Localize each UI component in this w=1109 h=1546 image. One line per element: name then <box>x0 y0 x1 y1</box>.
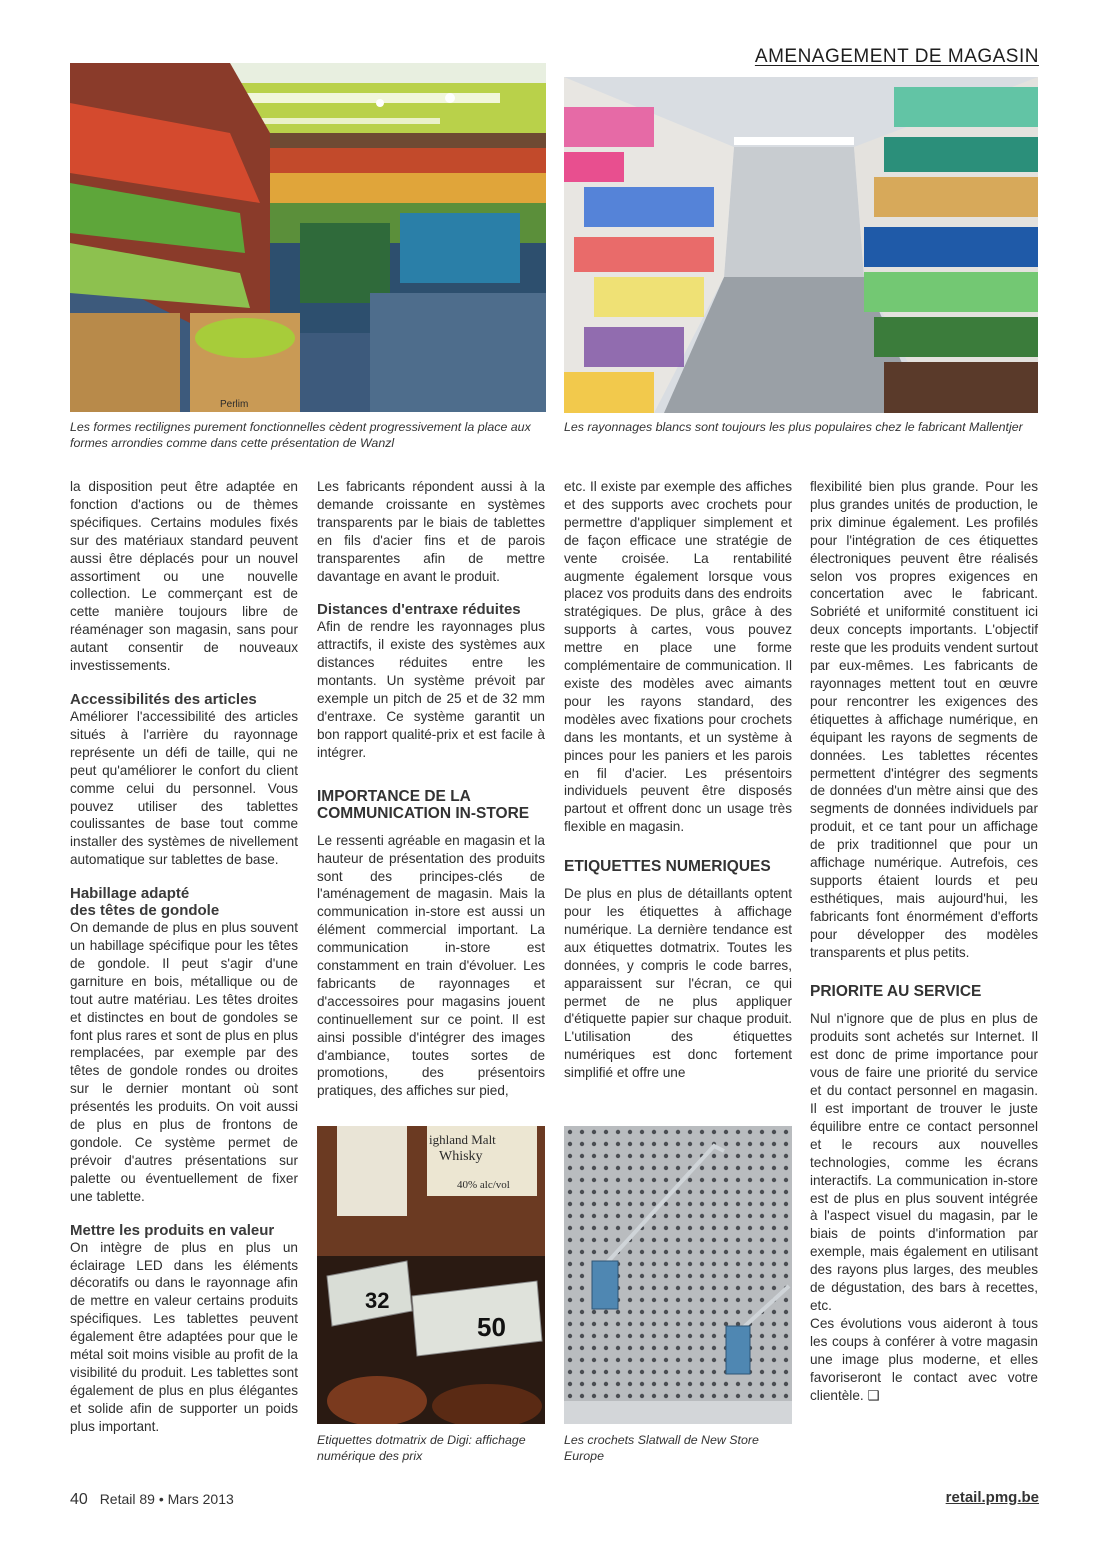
box-label-perlim: Perlim <box>220 399 249 410</box>
heading-priorite-service: PRIORITE AU SERVICE <box>810 983 982 1001</box>
whisky-label-text-1: ighland Malt <box>429 1132 496 1147</box>
section-title: AMENAGEMENT DE MAGASIN <box>754 46 1039 67</box>
paragraph: Améliorer l'accessibilité des articles situés à l'arrière du rayonnage représente un défi de taille, qui ne peut qu'améliorer le confort du client comme celui du personnel. Vous pouvez utiliser des tablettes coulissantes de base tout comme installer des systèmes de nivellement automatique sur tablettes de base. <box>70 708 298 868</box>
price-label-1: 32 <box>365 1288 390 1313</box>
produce-section-photo <box>70 63 546 412</box>
end-of-article-mark: ❑ <box>867 1387 880 1403</box>
slatwall-hooks-photo <box>564 1126 792 1424</box>
aisle-photo-caption: Les rayonnages blancs sont toujours les plus populaires chez le fabricant Mallentjer <box>564 420 1023 434</box>
paragraph: On demande de plus en plus souvent un habillage spécifique pour les têtes de gondole. Il peut s'agir d'une garniture en bois, métallique ou de tout autre matériau. Les têtes droites et distinctes en bout de gondoles se font plus rares et sont de plus en plus remplacées, par exemple par des têtes de gondole rondes ou droites sur le dernier montant où sont présentés les produits. On voit aussi de plus en plus de frontons de gondole. Ce système permet de prévoir d'autres présentations sur palette ou éventuellement de fixer une tablette. <box>70 920 298 1204</box>
paragraph: la disposition peut être adaptée en fonction d'actions ou de thèmes spécifiques. Certains modules fixés sur des matériaux standard peuvent aussi être déplacés pour un nouvel assortiment ou une nouvelle collection. Le commerçant est de cette manière toujours libre de réaménager son magasin, sans pour autant consentir de nouveaux investissements. <box>70 479 298 674</box>
produce-photo-caption: Les formes rectilignes purement fonctionnelles cèdent progressivement la place aux formes arrondies comme dans cette présentation de Wanzl <box>70 420 531 450</box>
slatwall-photo-caption: Les crochets Slatwall de New Store Europe <box>564 1433 759 1463</box>
heading-accessibilites: Accessibilités des articles <box>70 690 257 708</box>
issue-label: Retail 89 • Mars 2013 <box>99 1491 234 1507</box>
whisky-label-text-3: 40% alc/vol <box>457 1179 510 1191</box>
heading-mettre-en-valeur: Mettre les produits en valeur <box>70 1221 275 1239</box>
heading-comm-line-2: COMMUNICATION IN-STORE <box>317 804 530 822</box>
heading-comm-line-1: IMPORTANCE DE LA <box>317 787 471 805</box>
article-column-2 <box>317 478 545 1100</box>
paragraph-closing <box>810 1315 1038 1405</box>
page-number: 40 <box>70 1491 88 1508</box>
price-label-2: 50 <box>477 1312 506 1342</box>
paragraph: Le ressenti agréable en magasin et la hauteur de présentation des produits sont des principes-clés de l'aménagement de magasin. Mais la communication in-store est aussi un élément commercial important. La communication in-store est constamment en train d'évoluer. Les fabricants de rayonnages et d'accessoires pour magasins jouent continuellement sur ce point. Il est ainsi possible d'intégrer des images d'ambiance, toutes sortes de promotions, des présentoirs pratiques, des affiches sur pied, <box>317 832 545 1099</box>
heading-habillage <box>70 885 298 919</box>
heading-habillage-line-1: Habillage adapté <box>70 885 190 903</box>
footer-issue-info <box>70 1491 234 1509</box>
paragraph: On intègre de plus en plus un éclairage LED dans les éléments décoratifs ou dans le rayonnage afin de mettre en valeur certains produits spécifiques. Les tablettes peuvent également être adaptées pour que le métal soit moins visible au profit de la visibilité du produit. Les tablettes sont également de plus en plus élégantes et solide afin de supporter un poids plus important. <box>70 1239 298 1434</box>
article-column-1 <box>70 478 298 1436</box>
heading-communication-in-store <box>317 788 545 822</box>
website-link[interactable]: retail.pmg.be <box>945 1489 1039 1506</box>
heading-etiquettes-numeriques: ETIQUETTES NUMERIQUES <box>564 858 771 876</box>
paragraph: flexibilité bien plus grande. Pour les plus grandes unités de production, le prix diminue également. Les profilés pour l'intégration de ces étiquettes électroniques peuvent être réalisés selon vos propres exigences en concertation avec le fabricant. Sobriété et uniformité constituent ici deux concepts importants. L'objectif reste que les produits vendent surtout par eux-mêmes. Les fabricants de rayonnages mettent tout en œuvre pour rencontrer les exigences des étiquettes à affichage numérique, en équipant les rayons de segments de données. Les tablettes récentes permettent d'intégrer des segments de données d'un mètre ainsi que des segments de données individuels par produit, et ce tant pour un affichage de prix traditionnel que pour un affichage numérique. Autrefois, ces supports étaient lourds et peu esthétiques, mais aujourd'hui, les fabricants font énormément d'efforts pour développer des modèles transparents et plus petits. <box>810 479 1038 960</box>
dotmatrix-photo-caption: Etiquettes dotmatrix de Digi: affichage numérique des prix <box>317 1433 526 1463</box>
closing-text: Ces évolutions vous aideront à tous les coups à conférer à votre magasin une image plus moderne, et elles favoriseront le contact avec votre clientèle. <box>810 1315 1038 1403</box>
paragraph: Les fabricants répondent aussi à la demande croissante en systèmes transparents par le biais de tablettes en fils d'acier fins et de parois transparentes afin de mettre davantage en avant le produit. <box>317 479 545 584</box>
paragraph: etc. Il existe par exemple des affiches et des supports avec crochets pour permettre d'appliquer simplement et de façon efficace une stratégie de vente croisée. La rentabilité augmente également lorsque vous placez vos produits dans des endroits stratégiques. De plus, grâce à des supports à cartes, vous pouvez mettre en place une forme complémentaire de communication. Il existe des modèles avec aimants pour les rayons standard, des modèles avec fixations pour crochets dans les montants, et un système à pinces pour les paniers et les parois en fil d'acier. Les présentoirs individuels peuvent être disposés partout et offrent donc un usage très flexible en magasin. <box>564 479 792 835</box>
article-column-3 <box>564 478 792 1082</box>
paragraph: De plus en plus de détaillants optent pour les étiquettes à affichage numérique. La dernière tendance est aux étiquettes dotmatrix. Toutes les données, y compris le code barres, apparaissent sur l'écran, ce qui permet de ne plus appliquer d'étiquette papier sur chaque produit. L'utilisation des étiquettes numériques est donc fortement simplifié et offre une <box>564 886 792 1081</box>
white-shelving-aisle-photo <box>564 77 1038 413</box>
heading-habillage-line-2: des têtes de gondole <box>70 902 220 920</box>
article-column-4 <box>810 478 1038 1404</box>
dotmatrix-labels-photo <box>317 1126 545 1424</box>
heading-distances: Distances d'entraxe réduites <box>317 601 521 619</box>
paragraph: Afin de rendre les rayonnages plus attractifs, il existe des systèmes aux distances réduites entre les montants. Un système prévoit par exemple un pitch de 25 et de 32 mm d'entraxe. Ce système garantit un bon rapport qualité-prix et est facile à intégrer. <box>317 619 545 760</box>
paragraph: Nul n'ignore que de plus en plus de produits sont achetés sur Internet. Il est donc de prime importance pour vous de faire une priorité du service et du contact personnel en magasin. Il est important de trouver le juste équilibre entre ce contact personnel et le recours aux nouvelles technologies, comme les écrans interactifs. La communication in-store est de plus en plus souvent intégrée à l'aspect visuel du magasin, par le biais de points d'information par exemple, mais également en utilisant des rayons plus larges, des meubles de dégustation, des bars à recettes, etc. <box>810 1011 1038 1313</box>
whisky-label-text-2: Whisky <box>439 1149 483 1164</box>
